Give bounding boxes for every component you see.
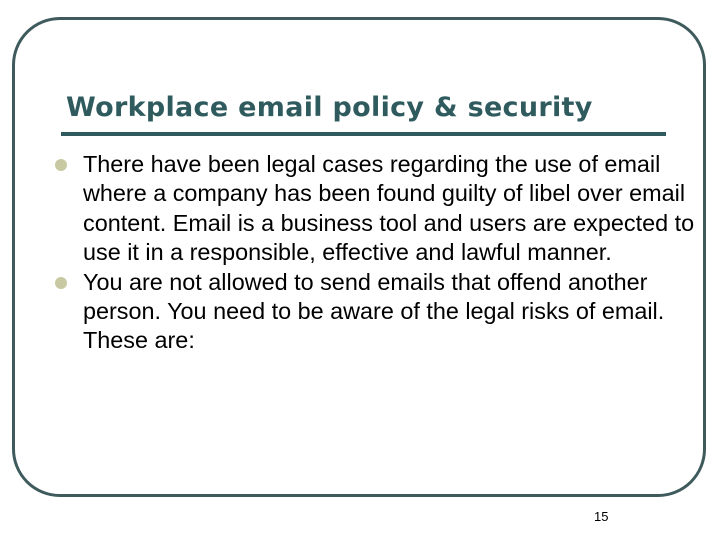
bullet-dot-icon bbox=[55, 159, 67, 171]
bullet-text-1: There have been legal cases regarding the use of email where a company has been found guilty of libel over email content. Email is a business tool and users are expected to use it in a responsible, effective and lawful manner. bbox=[83, 151, 695, 266]
bullet-dot-icon bbox=[55, 277, 67, 289]
bullet-text-2: You are not allowed to send emails that offend another person. You need to be aware of the legal risks of email. These are: bbox=[83, 268, 665, 354]
slide-title: Workplace email policy & security bbox=[66, 92, 593, 123]
bullet-item-1 bbox=[55, 150, 710, 268]
page-number: 15 bbox=[594, 509, 609, 524]
title-underline bbox=[61, 132, 666, 136]
bullet-item-2 bbox=[55, 268, 710, 356]
bullet-list bbox=[55, 150, 710, 356]
